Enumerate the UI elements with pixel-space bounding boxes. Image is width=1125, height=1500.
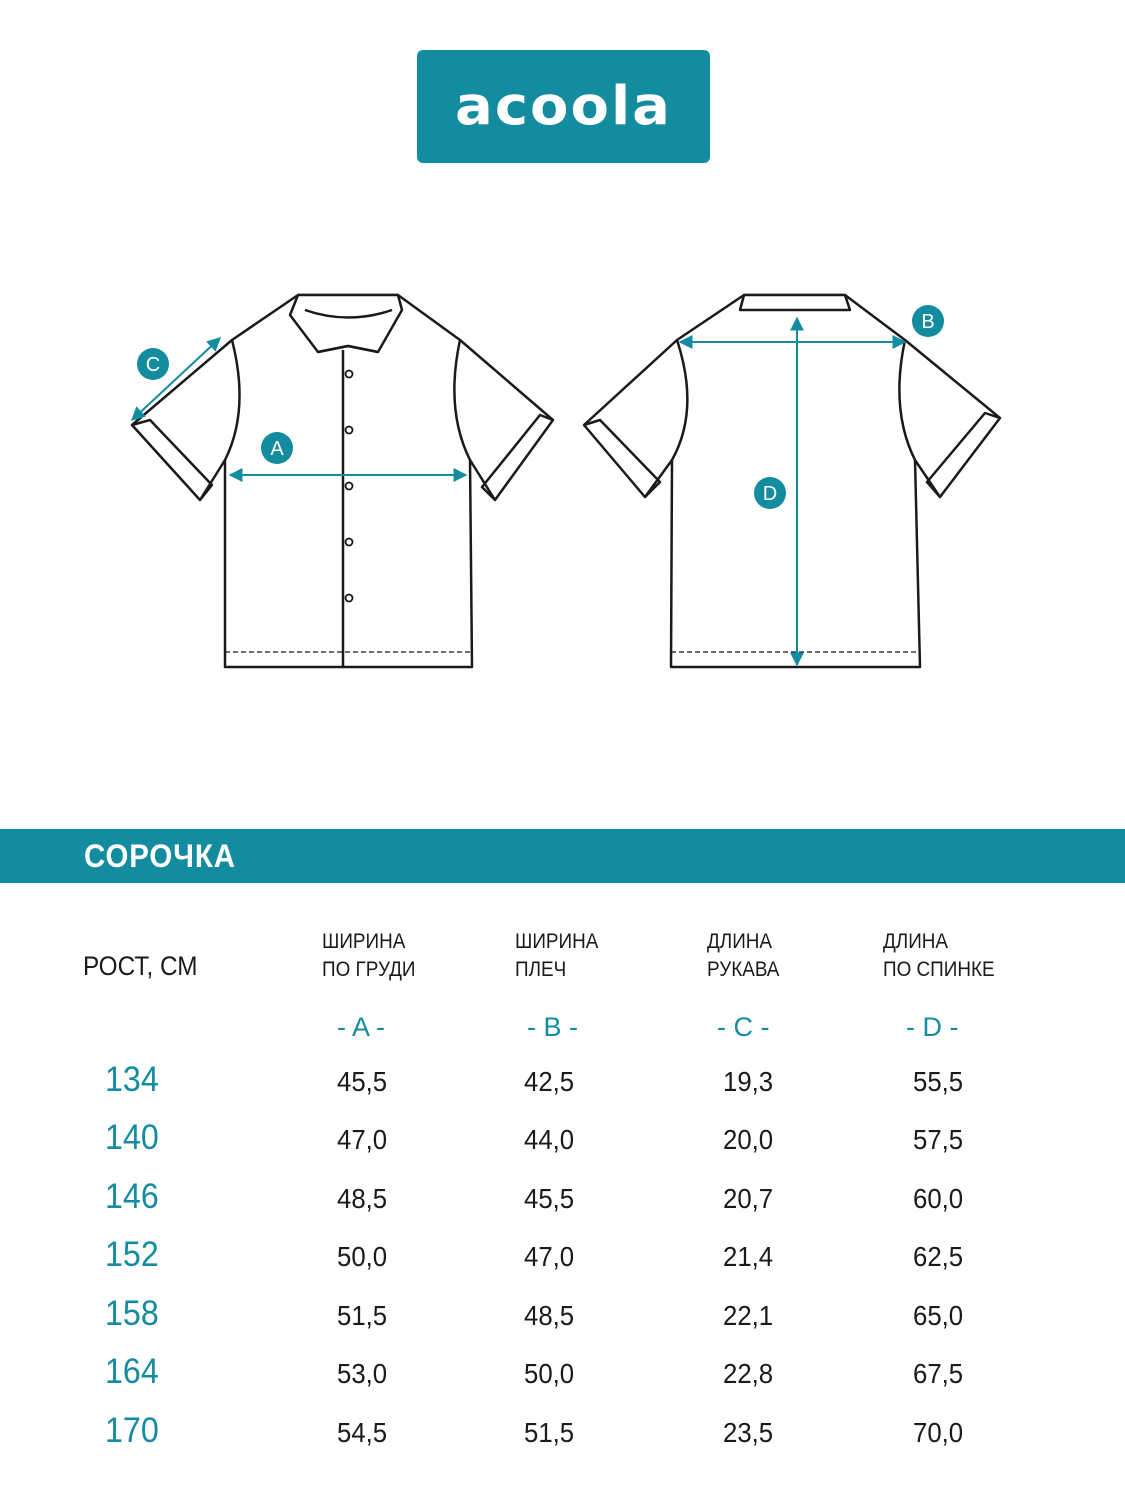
value-cell-a: 54,5 bbox=[337, 1417, 388, 1448]
table-row bbox=[0, 1352, 1125, 1410]
value-cell-a: 51,5 bbox=[337, 1300, 388, 1331]
column-letter-b: - B - bbox=[527, 1012, 578, 1042]
size-cell: 146 bbox=[105, 1177, 159, 1216]
value-cell-d: 65,0 bbox=[913, 1300, 964, 1331]
value-cell-d: 55,5 bbox=[913, 1066, 964, 1097]
table-row bbox=[0, 1235, 1125, 1293]
column-letter-d: - D - bbox=[906, 1012, 959, 1042]
marker-d bbox=[754, 477, 786, 509]
marker-a bbox=[261, 432, 293, 464]
size-cell: 152 bbox=[105, 1235, 159, 1274]
value-cell-c: 19,3 bbox=[723, 1066, 774, 1097]
value-cell-d: 70,0 bbox=[913, 1417, 964, 1448]
value-cell-b: 48,5 bbox=[524, 1300, 575, 1331]
size-cell: 134 bbox=[105, 1060, 159, 1099]
table-row bbox=[0, 1118, 1125, 1176]
column-header-d: ДЛИНА ПО СПИНКЕ bbox=[883, 930, 995, 981]
column-header-b: ШИРИНА ПЛЕЧ bbox=[515, 930, 599, 981]
value-cell-c: 21,4 bbox=[723, 1241, 774, 1272]
value-cell-a: 53,0 bbox=[337, 1358, 388, 1389]
value-cell-c: 22,1 bbox=[723, 1300, 774, 1331]
svg-text:B: B bbox=[921, 311, 935, 333]
value-cell-d: 67,5 bbox=[913, 1358, 964, 1389]
column-letter-c: - C - bbox=[717, 1012, 770, 1042]
value-cell-b: 51,5 bbox=[524, 1417, 575, 1448]
column-header-a: ШИРИНА ПО ГРУДИ bbox=[322, 930, 416, 981]
value-cell-c: 23,5 bbox=[723, 1417, 774, 1448]
section-title: СОРОЧКА bbox=[84, 838, 236, 874]
table-row bbox=[0, 1294, 1125, 1352]
table-row bbox=[0, 1177, 1125, 1235]
brand-logo bbox=[417, 50, 710, 163]
shirt-diagram bbox=[0, 270, 1125, 690]
shirt-front-drawing bbox=[132, 295, 553, 667]
svg-text:C: C bbox=[145, 354, 161, 376]
section-title-band bbox=[0, 829, 1125, 883]
value-cell-d: 57,5 bbox=[913, 1124, 964, 1155]
value-cell-b: 50,0 bbox=[524, 1358, 575, 1389]
column-letter-a: - A - bbox=[337, 1012, 386, 1042]
size-cell: 158 bbox=[105, 1294, 159, 1333]
value-cell-d: 62,5 bbox=[913, 1241, 964, 1272]
value-cell-a: 45,5 bbox=[337, 1066, 388, 1097]
column-header-c: ДЛИНА РУКАВА bbox=[707, 930, 780, 981]
logo-wordmark: acoola bbox=[455, 75, 672, 137]
marker-c bbox=[137, 348, 169, 380]
size-cell: 170 bbox=[105, 1411, 159, 1450]
value-cell-c: 20,0 bbox=[723, 1124, 774, 1155]
svg-text:D: D bbox=[762, 483, 778, 505]
value-cell-a: 50,0 bbox=[337, 1241, 388, 1272]
value-cell-b: 44,0 bbox=[524, 1124, 575, 1155]
value-cell-b: 45,5 bbox=[524, 1183, 575, 1214]
size-column-header: РОСТ, СМ bbox=[83, 951, 198, 981]
value-cell-a: 48,5 bbox=[337, 1183, 388, 1214]
shirt-back-drawing bbox=[584, 295, 1000, 667]
value-cell-a: 47,0 bbox=[337, 1124, 388, 1155]
value-cell-c: 20,7 bbox=[723, 1183, 774, 1214]
size-cell: 140 bbox=[105, 1118, 159, 1157]
size-cell: 164 bbox=[105, 1352, 159, 1391]
value-cell-d: 60,0 bbox=[913, 1183, 964, 1214]
table-row bbox=[0, 1411, 1125, 1469]
svg-text:A: A bbox=[270, 438, 284, 460]
table-row bbox=[0, 1060, 1125, 1118]
value-cell-c: 22,8 bbox=[723, 1358, 774, 1389]
value-cell-b: 42,5 bbox=[524, 1066, 575, 1097]
value-cell-b: 47,0 bbox=[524, 1241, 575, 1272]
marker-b bbox=[912, 305, 944, 337]
